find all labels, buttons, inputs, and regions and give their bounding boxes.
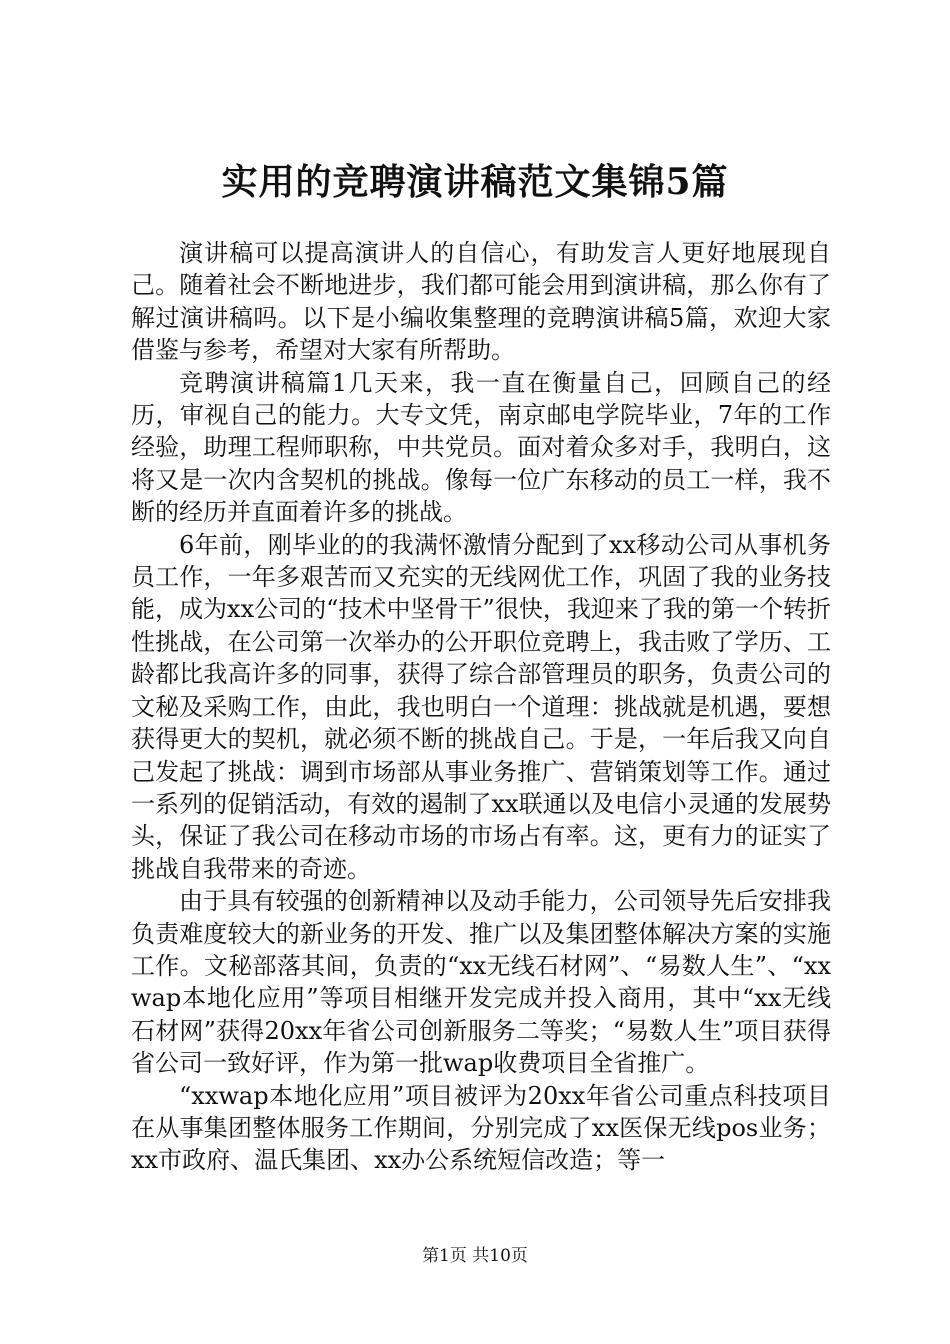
document-title: 实用的竞聘演讲稿范文集锦5篇 [221, 161, 729, 203]
page-footer: 第1页 共10页 [422, 1246, 528, 1266]
paragraph-experience: 6年前，刚毕业的的我满怀激情分配到了xx移动公司从事机务员工作，一年多艰苦而又充实的无线网优工作，巩固了我的业务技能，成为xx公司的“技术中坚骨干”很快，我迎来了我的第一个转折性挑战，在公司第一次举办的公开职位竞聘上，我击败了学历、工龄都比我高许多的同事，获得了综合部管理员的职务，负责公司的文秘及采购工作，由此，我也明白一个道理：挑战就是机遇，要想获得更大的契机，就必须不断的挑战自己。于是，一年后我又向自己发起了挑战：调到市场部从事业务推广、营销策划等工作。通过一系列的促销活动，有效的遏制了xx联通以及电信小灵通的发展势头，保证了我公司在移动市场的市场占有率。这，更有力的证实了挑战自我带来的奇迹。 [131, 530, 831, 883]
paragraph-speech-1: 竞聘演讲稿篇1几天来，我一直在衡量自己，回顾自己的经历，审视自己的能力。大专文凭，南京邮电学院毕业，7年的工作经验，助理工程师职称，中共党员。面对着众多对手，我明白，这将又是一次内含契机的挑战。像每一位广东移动的员工一样，我不断的经历并直面着许多的挑战。 [131, 368, 831, 527]
document-body [131, 237, 831, 1177]
paragraph-innovation: 由于具有较强的创新精神以及动手能力，公司领导先后安排我负责难度较大的新业务的开发、推广以及集团整体解决方案的实施工作。文秘部落其间，负责的“xx无线石材网”、“易数人生”、“xxwap本地化应用”等项目相继开发完成并投入商用，其中“xx无线石材网”获得20xx年省公司创新服务二等奖；“易数人生”项目获得省公司一致好评，作为第一批wap收费项目全省推广。 [131, 887, 831, 1078]
paragraph-projects: “xxwap本地化应用”项目被评为20xx年省公司重点科技项目在从事集团整体服务工作期间，分别完成了xx医保无线pos业务；xx市政府、温氏集团、xx办公系统短信改造；等一 [131, 1081, 831, 1175]
paragraph-intro: 演讲稿可以提高演讲人的自信心，有助发言人更好地展现自己。随着社会不断地进步，我们都可能会用到演讲稿，那么你有了解过演讲稿吗。以下是小编收集整理的竞聘演讲稿5篇，欢迎大家借鉴与参考，希望对大家有所帮助。 [131, 239, 831, 365]
